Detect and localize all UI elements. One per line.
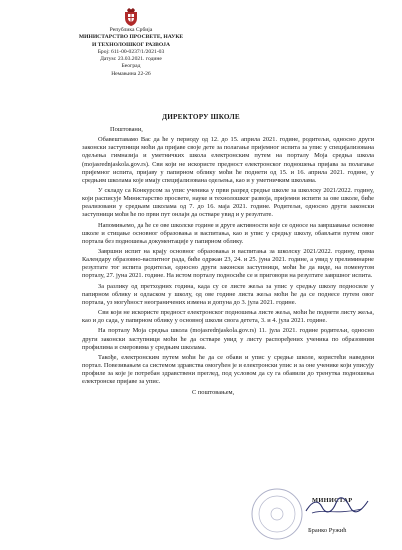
greeting: Поштовани, [110, 126, 143, 133]
paragraph-1: Обавештавамо Вас да ће у периоду од 12. до 15. априла 2021. године, родитељи, односно други законски заступници моћи да пријаве своје дете за полагање пријемног испита за упис у специјализована одељења гимназија и уметничких школа електронским путем на порталу Моја средња школа (mojasrednjaskola.gov.rs). Сви који не искористе предност електронског подношења пријава за полагање пријемног испита, пријаву у папирном облику моћи ће поднети од 15. и 16. априла 2021. године, у средњим школама које имају специјализована одељења, као и у уметничким школама. [82, 136, 374, 184]
signatory-name: Бранко Ружић [308, 527, 347, 534]
letter-body [82, 126, 374, 399]
address: Немањина 22-26 [111, 70, 151, 77]
city: Београд [121, 63, 141, 70]
official-stamp-icon [250, 487, 304, 541]
ministry-name-line2: И ТЕХНОЛОШКОГ РАЗВОЈА [91, 41, 171, 48]
letterhead [60, 8, 202, 78]
ministry-name-line1: МИНИСТАРСТВО ПРОСВЕТЕ, НАУКЕ [78, 34, 184, 41]
closing: С поштовањем, [192, 388, 235, 396]
paragraph-8: Такође, електронским путем моћи ће да се обави и упис у средње школе, користећи наведени портал. Повезивањем са системом здравства омогућен је и електронски упис и за оне ученике који уписују профиле за које је потребан здравствени преглед, под условом да су га обавили до тренутка подношења електронске пријаве за упис. [82, 353, 374, 386]
paragraph-2: У складу са Конкурсом за упис ученика у први разред средње школе за школску 2021/2022. годину, који расписује Министарство просвете, науке и технолошког развоја, пријемни испити за ове школе, биће реализовани у средњим школама од 7. до 16. маја 2021. године. Родитељи, односно други законски заступници моћи ће по први пут онлајн да остваре увид и у резултате. [82, 187, 374, 219]
paragraph-5: За разлику од претходних година, када су се листе жеља за упис у средњу школу подносиле у папирном облику и одласком у школу, од ове године листа жеља моћи ће да се поднесе путем овог портала, уз могућност неограничених измена и допуна до 3. јула 2021. године. [82, 282, 374, 306]
document-date: Датум: 23.03.2021. године [100, 56, 162, 63]
document-title: ДИРЕКТОРУ ШКОЛЕ [162, 113, 240, 121]
paragraph-4: Завршни испит на крају основног образовања и васпитања за школску 2021/2022. годину, према Календару образовно-васпитног рада, биће одржан 23, 24. и 25. јуна 2021. године, а увид у прелиминарне резултате тог испита родитељи, односно други законски заступници, моћи ће да виде, на поменутом порталу, 27. јуна 2021. године. На истом порталу подносиће се и приговори на резултате завршног испита. [82, 248, 374, 280]
signatory-role: МИНИСТАР [312, 497, 353, 504]
coat-of-arms-icon [124, 8, 138, 26]
paragraph-7: На порталу Моја средња школа (mojasrednjaskola.gov.rs) 11. јула 2021. године родитељи, односно други законски заступници моћи ће да остваре увид у листу распоређених ученика по образовним профилима и смеровима у средњим школама. [82, 327, 374, 351]
signature-block [290, 497, 380, 537]
document-number: Број: 611-00-0237/1/2021-03 [97, 48, 165, 55]
paragraph-6: Сви који не искористе предност електронског подношења листе жеља, моћи ће поднети листу жеља, као и до сада, у папирном облику у основној школи свога детета, 3. и 4. јула 2021. године. [82, 309, 374, 325]
handwritten-signature-icon [302, 495, 372, 517]
paragraph-3: Напомињемо, да ће се ове школске године и друге активности које се односе на завршавање основне школе и стицање основног образовања и васпитања, као и упис у средњу школу, обављати путем овог портала без подношења документације у папирном облику. [82, 221, 374, 245]
country-name: Република Србија [109, 27, 153, 33]
